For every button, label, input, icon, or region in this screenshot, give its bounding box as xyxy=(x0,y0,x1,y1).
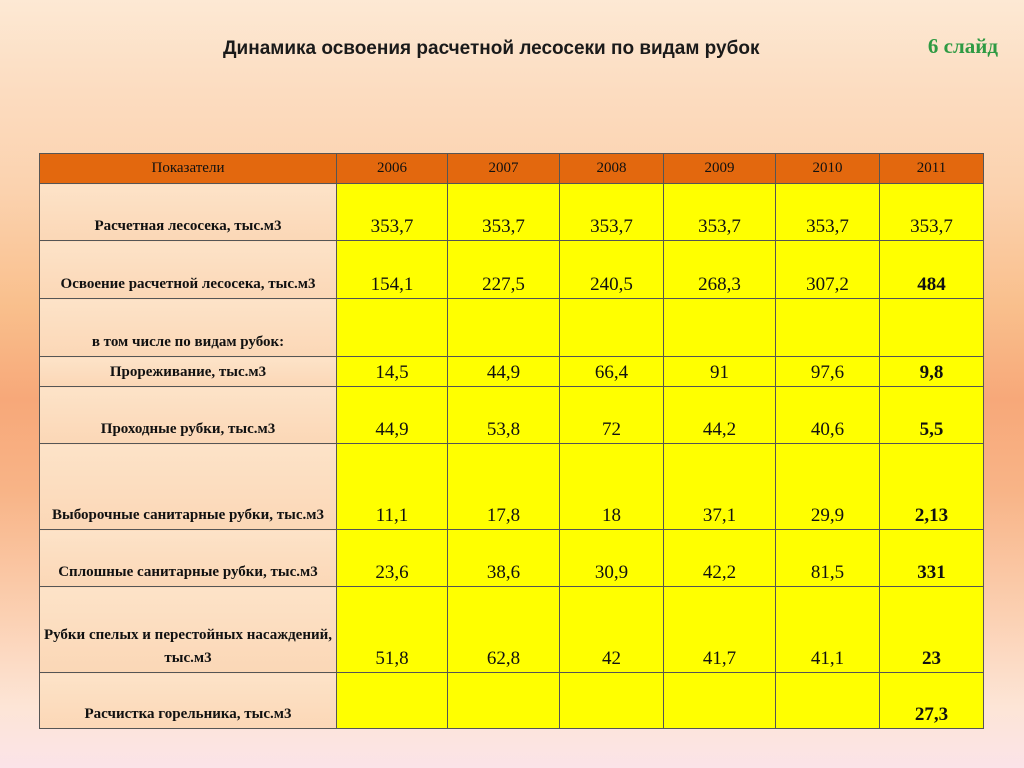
table-cell xyxy=(448,673,560,729)
table-cell: 307,2 xyxy=(776,241,880,299)
table-cell: 268,3 xyxy=(664,241,776,299)
table-row xyxy=(40,299,984,357)
table-cell: 353,7 xyxy=(664,184,776,241)
table-cell xyxy=(560,299,664,357)
table-cell xyxy=(664,673,776,729)
table-header-row xyxy=(40,154,984,184)
table-row xyxy=(40,357,984,387)
table-cell: 11,1 xyxy=(337,444,448,530)
table-cell: 66,4 xyxy=(560,357,664,387)
table-cell: 2,13 xyxy=(880,444,984,530)
table-cell: 91 xyxy=(664,357,776,387)
table-cell: 29,9 xyxy=(776,444,880,530)
table-cell: 353,7 xyxy=(337,184,448,241)
table-cell xyxy=(560,673,664,729)
table-cell: 97,6 xyxy=(776,357,880,387)
table-row xyxy=(40,184,984,241)
column-header: 2010 xyxy=(776,154,880,184)
column-header: 2011 xyxy=(880,154,984,184)
table-cell: 484 xyxy=(880,241,984,299)
column-header: Показатели xyxy=(40,154,337,184)
table-cell: 353,7 xyxy=(880,184,984,241)
column-header: 2009 xyxy=(664,154,776,184)
table-cell xyxy=(337,299,448,357)
table-cell: 227,5 xyxy=(448,241,560,299)
table-cell xyxy=(776,299,880,357)
table-cell: 44,2 xyxy=(664,387,776,444)
table-cell: 17,8 xyxy=(448,444,560,530)
table-cell: 53,8 xyxy=(448,387,560,444)
table-cell: 41,7 xyxy=(664,587,776,673)
table-cell: 353,7 xyxy=(560,184,664,241)
table-cell: 23,6 xyxy=(337,530,448,587)
table-row xyxy=(40,241,984,299)
table-cell: 44,9 xyxy=(337,387,448,444)
row-label: Расчетная лесосека, тыс.м3 xyxy=(40,184,337,241)
table-cell: 41,1 xyxy=(776,587,880,673)
table-cell: 44,9 xyxy=(448,357,560,387)
table-row xyxy=(40,444,984,530)
table-cell xyxy=(664,299,776,357)
table-cell: 30,9 xyxy=(560,530,664,587)
table-cell xyxy=(448,299,560,357)
table-cell: 40,6 xyxy=(776,387,880,444)
table-row xyxy=(40,387,984,444)
row-label: Проходные рубки, тыс.м3 xyxy=(40,387,337,444)
table-cell: 51,8 xyxy=(337,587,448,673)
table-cell: 240,5 xyxy=(560,241,664,299)
table-cell: 5,5 xyxy=(880,387,984,444)
row-label: Прореживание, тыс.м3 xyxy=(40,357,337,387)
table-cell: 18 xyxy=(560,444,664,530)
table-row xyxy=(40,530,984,587)
table-cell: 42 xyxy=(560,587,664,673)
row-label: Сплошные санитарные рубки, тыс.м3 xyxy=(40,530,337,587)
table-cell: 353,7 xyxy=(448,184,560,241)
table-cell xyxy=(337,673,448,729)
table-cell: 27,3 xyxy=(880,673,984,729)
table-row xyxy=(40,673,984,729)
table-cell: 14,5 xyxy=(337,357,448,387)
table-cell: 62,8 xyxy=(448,587,560,673)
table-cell xyxy=(776,673,880,729)
table-cell: 38,6 xyxy=(448,530,560,587)
table-cell: 154,1 xyxy=(337,241,448,299)
data-table xyxy=(39,153,984,729)
table-cell: 9,8 xyxy=(880,357,984,387)
table-cell: 331 xyxy=(880,530,984,587)
table-cell xyxy=(880,299,984,357)
table-cell: 42,2 xyxy=(664,530,776,587)
slide-number: 6 слайд xyxy=(927,34,998,58)
slide-title: Динамика освоения расчетной лесосеки по видам рубок xyxy=(223,38,760,59)
table-cell: 81,5 xyxy=(776,530,880,587)
column-header: 2006 xyxy=(337,154,448,184)
table-row xyxy=(40,587,984,673)
column-header: 2007 xyxy=(448,154,560,184)
column-header: 2008 xyxy=(560,154,664,184)
table-cell: 23 xyxy=(880,587,984,673)
table-cell: 353,7 xyxy=(776,184,880,241)
row-label: Выборочные санитарные рубки, тыс.м3 xyxy=(40,444,337,530)
row-label: Рубки спелых и перестойных насаждений, тыс.м3 xyxy=(40,587,337,673)
table-cell: 37,1 xyxy=(664,444,776,530)
row-label: в том числе по видам рубок: xyxy=(40,299,337,357)
row-label: Расчистка горельника, тыс.м3 xyxy=(40,673,337,729)
row-label: Освоение расчетной лесосека, тыс.м3 xyxy=(40,241,337,299)
table-cell: 72 xyxy=(560,387,664,444)
